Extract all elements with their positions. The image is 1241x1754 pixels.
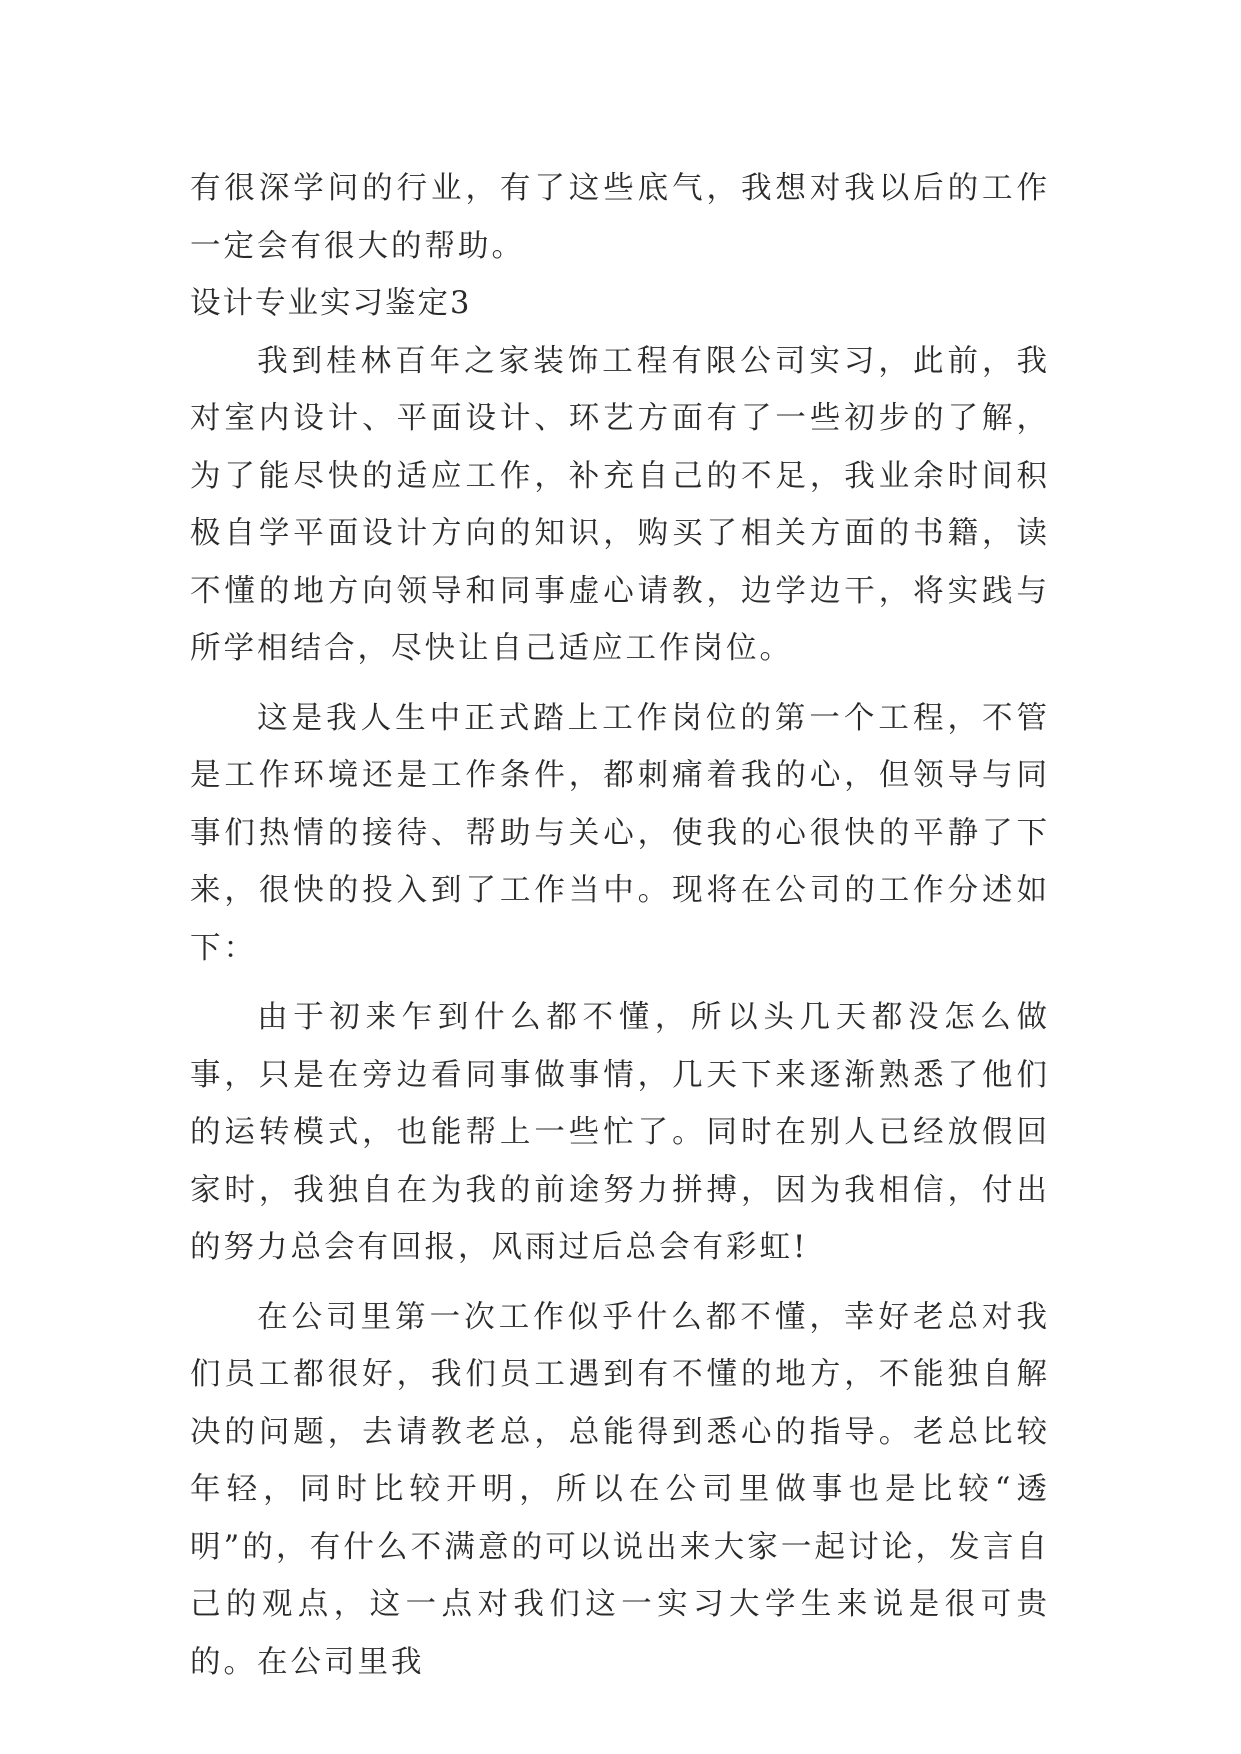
section-heading: 设计专业实习鉴定3 — [190, 286, 472, 321]
body-paragraph-1: 我到桂林百年之家装饰工程有限公司实习，此前，我对室内设计、平面设计、环艺方面有了一些初步的了解，为了能尽快的适应工作，补充自己的不足，我业余时间积极自学平面设计方向的知识，购买了相关方面的书籍，读不懂的地方向领导和同事虚心请教，边学边干，将实践与所学相结合，尽快让自己适应工作岗位。 — [190, 343, 1050, 666]
body-paragraph-3: 由于初来乍到什么都不懂，所以头几天都没怎么做事，只是在旁边看同事做事情，几天下来逐渐熟悉了他们的运转模式，也能帮上一些忙了。同时在别人已经放假回家时，我独自在为我的前途努力拼搏，因为我相信，付出的努力总会有回报，风雨过后总会有彩虹! — [190, 1000, 1050, 1265]
document-body — [190, 160, 1050, 1691]
body-paragraph-2: 这是我人生中正式踏上工作岗位的第一个工程，不管是工作环境还是工作条件，都刺痛着我的心，但领导与同事们热情的接待、帮助与关心，使我的心很快的平静了下来，很快的投入到了工作当中。现将在公司的工作分述如下： — [190, 700, 1050, 966]
continuation-paragraph: 有很深学问的行业，有了这些底气，我想对我以后的工作一定会有很大的帮助。 — [190, 171, 1050, 264]
body-paragraph-4: 在公司里第一次工作似乎什么都不懂，幸好老总对我们员工都很好，我们员工遇到有不懂的地方，不能独自解决的问题，去请教老总，总能得到悉心的指导。老总比较年轻，同时比较开明，所以在公司里做事也是比较“透明”的，有什么不满意的可以说出来大家一起讨论，发言自己的观点，这一点对我们这一实习大学生来说是很可贵的。在公司里我 — [190, 1299, 1050, 1680]
